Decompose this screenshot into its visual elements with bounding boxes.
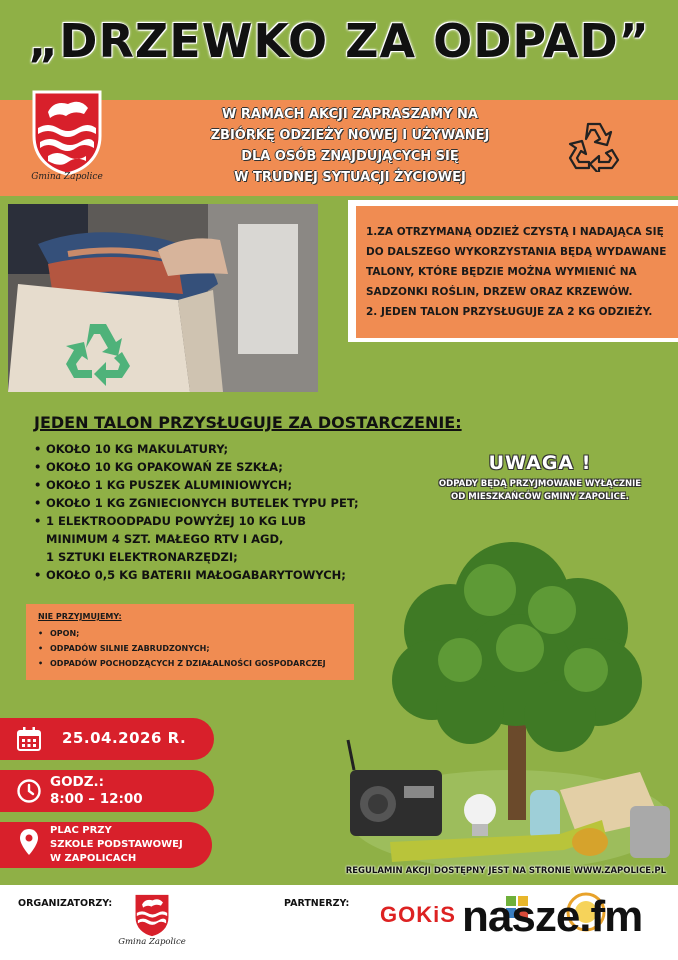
time-value: 8:00 – 12:00 [50,791,143,807]
organizers-label: ORGANIZATORZY: [18,898,113,909]
place-line: SZKOLE PODSTAWOWEJ [50,839,183,850]
coat-of-arms-icon [30,88,104,176]
time-label: GODZ.: [50,774,105,790]
event-time [50,774,143,808]
list-item: • OKOŁO 0,5 KG BATERII MAŁOGABARYTOWYCH; [34,566,394,584]
list-item-line: 1 SZTUKI ELEKTRONARZĘDZI; [46,550,238,564]
intro-line: ZBIÓRKĘ ODZIEŻY NOWEJ I UŻYWANEJ [210,128,490,143]
partners-label: PARTNERZY: [284,898,350,909]
list-item-line: MINIMUM 4 SZT. MAŁEGO RTV I AGD, [46,532,284,546]
clothes-box-photo [8,204,318,392]
reject-list [38,626,348,671]
gmina-small-label: Gmina Zapolice [118,937,186,947]
info-point-2: 2. JEDEN TALON PRZYSŁUGUJE ZA 2 KG ODZIEŻY. [366,306,653,318]
tree-illustration [340,520,678,880]
list-item: • OPON; [38,626,348,641]
calendar-icon [16,726,42,752]
uwaga-note [420,478,660,504]
recycle-icon [566,118,622,172]
event-place [50,824,183,866]
event-date: 25.04.2026 R. [62,729,187,747]
list-item: • ODPADÓW SILNIE ZABRUDZONYCH; [38,641,348,656]
intro-line: W RAMACH AKCJI ZAPRASZAMY NA [222,107,478,122]
place-line: PLAC PRZY [50,825,112,836]
list-item: • ODPADÓW POCHODZĄCYCH Z DZIAŁALNOŚCI GOSPODARCZEJ [38,656,348,671]
poster-title: „DRZEWKO ZA ODPAD” [28,14,650,68]
info-text [366,222,672,322]
list-item: • OKOŁO 1 KG PUSZEK ALUMINIOWYCH; [34,476,394,494]
gmina-logo-label: Gmina Zapolice [31,172,103,182]
list-item: • OKOŁO 1 KG ZGNIECIONYCH BUTELEK TYPU PET; [34,494,394,512]
list-item: • OKOŁO 10 KG MAKULATURY; [34,440,394,458]
regulamin-note: REGULAMIN AKCJI DOSTĘPNY JEST NA STRONIE WWW.ZAPOLICE.PL [345,866,666,876]
intro-line: DLA OSÓB ZNAJDUJĄCYCH SIĘ [241,149,459,164]
gokis-logo: GOKiS [380,902,456,927]
uwaga-line: OD MIESZKAŃCÓW GMINY ZAPOLICE. [451,492,629,502]
coat-of-arms-small-icon [132,892,172,938]
intro-text [150,104,550,188]
list-item-line: 1 ELEKTROODPADU POWYŻEJ 10 KG LUB [46,514,306,528]
uwaga-line: ODPADY BĘDĄ PRZYJMOWANE WYŁĄCZNIE [438,479,642,489]
nasze-fm-logo: nasze.fm [462,892,643,941]
intro-line: W TRUDNEJ SYTUACJI ŻYCIOWEJ [234,170,466,185]
clock-icon [16,778,42,804]
location-pin-icon [18,828,40,856]
list-item: • OKOŁO 10 KG OPAKOWAŃ ZE SZKŁA; [34,458,394,476]
talon-heading: JEDEN TALON PRZYSŁUGUJE ZA DOSTARCZENIE: [34,413,462,432]
uwaga-heading: UWAGA ! [488,452,592,474]
place-line: W ZAPOLICACH [50,853,137,864]
reject-heading: NIE PRZYJMUJEMY: [38,612,122,621]
info-point-1: 1.ZA OTRZYMANĄ ODZIEŻ CZYSTĄ I NADAJĄCA SIĘ DO DALSZEGO WYKORZYSTANIA BĘDĄ WYDAWANE TALONY, KTÓRE BĘDZIE MOŻNA WYMIENIĆ NA SADZONKI ROŚLIN, DRZEW ORAZ KRZEWÓW. [366,226,667,298]
